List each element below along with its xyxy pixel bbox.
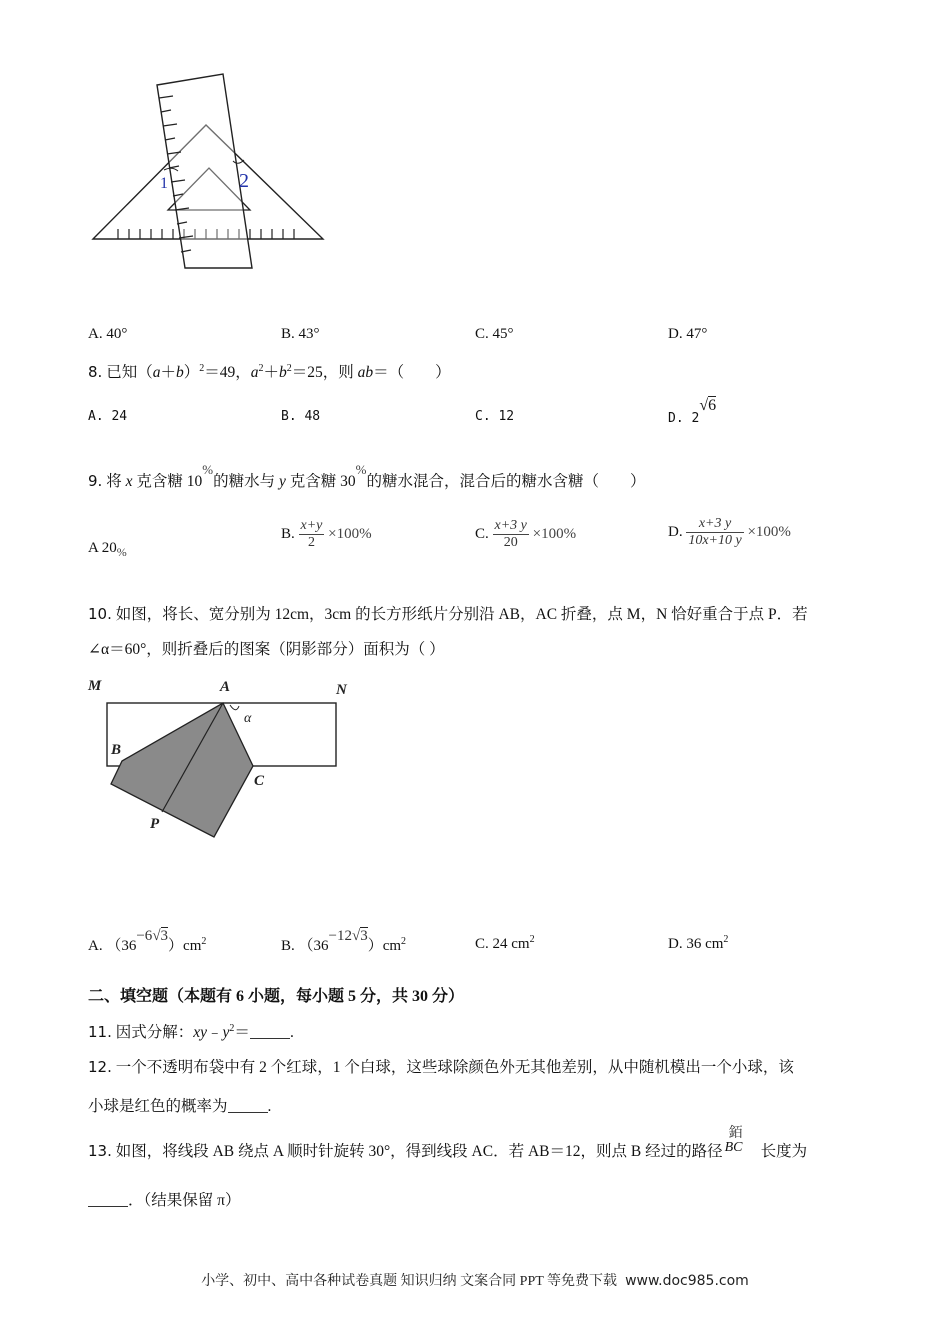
- section-2-title: 二、填空题（本题有 6 小题，每小题 5 分，共 30 分）: [88, 988, 465, 1005]
- q7-figure: [88, 70, 328, 275]
- folded-shaded-region: [111, 703, 253, 837]
- q10-option-c[interactable]: C. 24 $cm^2$: [475, 934, 535, 952]
- q11-number: 11.: [88, 1023, 112, 1041]
- footer-text: 小学、初中、高中各种试卷真题 知识归纳 文案合同 PPT 等免费下载: [201, 1274, 618, 1289]
- q13-line-2: ．（结果保留 π）: [88, 1188, 240, 1210]
- q10-line-2: ∠α＝60°，则折叠后的图案（阴影部分）面积为（ ）: [88, 641, 445, 658]
- label-p: P: [150, 816, 160, 832]
- q8-option-d[interactable]: D. 2√6: [668, 397, 717, 426]
- angle-2-label: 2: [239, 170, 249, 192]
- q12-line-1: [88, 1055, 794, 1077]
- q11-answer-blank[interactable]: [250, 1024, 290, 1039]
- label-c: C: [254, 773, 265, 789]
- q13-answer-blank[interactable]: [88, 1192, 128, 1207]
- q10-option-d[interactable]: D. 36 $cm^2$: [668, 934, 729, 952]
- q9-stem: [88, 462, 646, 491]
- label-a: A: [220, 679, 231, 695]
- q10-line-1: [88, 602, 808, 624]
- q10-text-1: 如图，将长、宽分别为 12cm，3cm 的长方形纸片分别沿 AB，AC 折叠，点 M，N 恰好重合于点 P．若: [115, 606, 808, 623]
- q11-text: 因式分解：$xy﹣y^2=$ .: [115, 1023, 294, 1041]
- angle-1-label: 1: [160, 175, 168, 192]
- q7-option-a[interactable]: A. 40°: [88, 326, 128, 342]
- q8-option-a[interactable]: A. 24: [88, 409, 128, 424]
- q10-option-a[interactable]: A. $(36-6√3)cm^2$: [88, 928, 207, 954]
- q9-option-c[interactable]: C. $\frac{x+3 y}{20}$ ×100%: [475, 518, 577, 550]
- page-footer: [0, 1270, 950, 1290]
- q9-text: 将 x 克含糖 10%的糖水与 y 克含糖 30%的糖水混合，混合后的糖水含糖（ ）: [106, 462, 646, 490]
- q9-option-b[interactable]: B. $\frac{x+y}{2}$ ×100%: [281, 518, 372, 550]
- q8-number: 8.: [88, 363, 103, 381]
- q13-number: 13.: [88, 1142, 112, 1160]
- q9-number: 9.: [88, 472, 103, 490]
- label-alpha: α: [244, 711, 252, 726]
- q7-option-b[interactable]: B. 43°: [281, 326, 320, 342]
- q7-option-c[interactable]: C. 45°: [475, 326, 514, 342]
- q10-option-b[interactable]: B. $(36-12√3)cm^2$: [281, 928, 407, 954]
- q9-option-a[interactable]: A $20_{\%}$: [88, 540, 127, 559]
- q12-number: 12.: [88, 1058, 112, 1076]
- q12-text-1: 一个不透明布袋中有 2 个红球，1 个白球，这些球除颜色外无其他差别，从中随机模出一个小球，该: [115, 1059, 794, 1076]
- q9-option-d[interactable]: D. $\frac{x+3 y}{10x+10 y}$ ×100%: [668, 516, 791, 548]
- footer-site[interactable]: www.doc985.com: [625, 1273, 749, 1289]
- label-b: B: [111, 742, 122, 758]
- q8-stem: [88, 360, 451, 382]
- q8-text: 已知$(a+b)^2=49$，$a^2+b^2=25$，则 ab＝（ ）: [106, 363, 451, 381]
- q7-option-d[interactable]: D. 47°: [668, 326, 708, 342]
- q12-line-2: 小球是红色的概率为 .: [88, 1098, 272, 1115]
- label-m: M: [88, 678, 102, 694]
- q10-number: 10.: [88, 605, 112, 623]
- q11-stem: [88, 1020, 294, 1042]
- q13-line-1: 13. 如图，将线段 AB 绕点 A 顺时针旋转 30°，得到线段 AC．若 AB＝12，则点 B 经过的路径 銆  BC 长度为: [88, 1126, 808, 1160]
- label-n: N: [336, 682, 347, 698]
- q12-answer-blank[interactable]: [228, 1098, 268, 1113]
- q8-option-c[interactable]: C. 12: [475, 409, 515, 424]
- q8-option-b[interactable]: B. 48: [281, 409, 321, 424]
- q10-figure: [86, 672, 366, 842]
